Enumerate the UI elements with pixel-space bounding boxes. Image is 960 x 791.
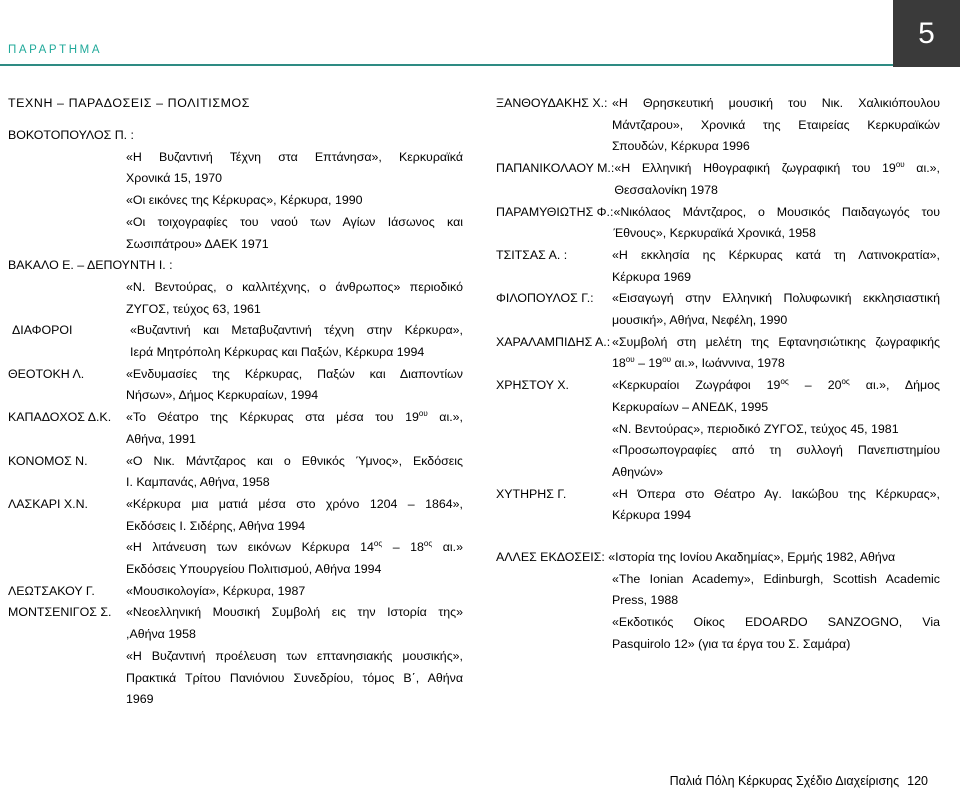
entry-line: «Η εκκλησία ης Κέρκυρας κατά τη Λατινοκρατία»,	[612, 247, 940, 262]
entry-line: «The Ionian Academy», Edinburgh, Scottish Academic	[612, 571, 940, 586]
entry-line: «Ν. Βεντούρας, ο καλλιτέχνης, ο άνθρωπος» περιοδικό	[126, 279, 463, 294]
bib-entry	[496, 569, 940, 656]
entry-line: Σπουδών, Κέρκυρα 1996	[612, 139, 750, 154]
entry-line: «Η Όπερα στο Θέατρο Αγ. Ιακώβου της Κέρκυρας»,	[612, 486, 940, 501]
entry-line: «Η Ελληνική Ηθογραφική ζωγραφική του $19^{o\upsilon}$ αι.»,	[614, 159, 940, 176]
entry-line: «Νικόλαος Μάντζαρος, ο Μουσικός Παιδαγωγός του	[613, 204, 940, 219]
entry-line: «Βυζαντινή και Μεταβυζαντινή τέχνη στην Κέρκυρα»,	[130, 323, 463, 338]
entry-author: ΒΑΚΑΛΟ Ε. – ΔΕΠΟΥΝΤΗ Ι. :	[8, 258, 173, 273]
right-column	[496, 93, 940, 656]
entry-line: «Οι εικόνες της Κέρκυρας», Κέρκυρα, 1990	[126, 193, 363, 208]
left-column	[8, 93, 463, 711]
entry-line: Εκδόσεις Ι. Σιδέρης, Αθήνα 1994	[126, 518, 306, 533]
entry-author: ΠΑΠΑΝΙΚΟΛΑΟΥ Μ.:	[496, 161, 615, 176]
entry-author: ΠΑΡΑΜΥΘΙΩΤΗΣ Φ.:	[496, 204, 614, 219]
bib-entry	[496, 484, 940, 527]
bib-entry	[496, 93, 940, 158]
entry-line: «Η Βυζαντινή Τέχνη στα Επτάνησα», Κερκυραϊκά	[126, 149, 463, 164]
entry-line: «Μουσικολογία», Κέρκυρα, 1987	[126, 583, 306, 598]
entry-line: Μάντζαρου», Χρονικά της Εταιρείας Κερκυραϊκών	[612, 117, 940, 132]
entry-line: Πρακτικά Τρίτου Πανιόνιου Συνεδρίου, τόμος Β΄, Αθήνα	[126, 670, 463, 685]
entry-line: Ι. Καμπανάς, Αθήνα, 1958	[126, 475, 270, 490]
entry-author: ΧΑΡΑΛΑΜΠΙΔΗΣ Α.:	[496, 334, 611, 349]
entry-author: ΧΡΗΣΤΟΥ Χ.	[496, 378, 569, 393]
entry-line: «Ο Νικ. Μάντζαρος και ο Εθνικός Ύμνος», Εκδόσεις	[126, 453, 463, 468]
entry-line: Χρονικά 15, 1970	[126, 171, 223, 186]
entry-author: ΛΕΩΤΣΑΚΟΥ Γ.	[8, 583, 95, 598]
bib-entry	[8, 494, 463, 581]
entry-author: ΤΣΙΤΣΑΣ Α. :	[496, 247, 568, 262]
entry-line: «Συμβολή στη μελέτη της Εφτανησιώτικης ζωγραφικής	[612, 334, 940, 349]
entry-line: «Προσωπογραφίες από τη συλλογή Πανεπιστημίου	[612, 443, 940, 458]
entry-line: Έθνους», Κερκυραϊκά Χρονικά, 1958	[613, 226, 816, 241]
bib-entry	[8, 581, 463, 603]
entry-line: Κέρκυρα 1969	[612, 269, 692, 284]
entry-line: «Το Θέατρο της Κέρκυρας στα μέσα του $19^{o\upsilon}$ αι.»,	[126, 409, 463, 425]
entry-author: ΒΟΚΟΤΟΠΟΥΛΟΣ Π. :	[8, 128, 134, 142]
entry-line: Ιερά Μητρόπολη Κέρκυρας και Παξών, Κέρκυρα 1994	[130, 345, 425, 360]
entry-line: «Η Θρησκευτική μουσική του Νικ. Χαλικιόπουλου	[612, 96, 940, 110]
entry-line: Pasquirolo 12» (για τα έργα του Σ. Σαμάρα)	[612, 636, 851, 651]
bib-entry	[8, 147, 463, 256]
entry-line: «Η λιτάνευση των εικόνων Κέρκυρα $14^{o\varsigma} - 18^{o\varsigma}$ αι.»	[126, 539, 463, 555]
bib-entry	[8, 407, 463, 450]
bib-entry	[496, 158, 940, 201]
section-label: ΠΑΡΑΡΤΗΜΑ	[8, 44, 103, 56]
bib-entry	[496, 375, 940, 484]
entry-line: «Νεοελληνική Μουσική Συμβολή εις την Ιστορία της»	[126, 605, 463, 620]
entry-line: Εκδόσεις Υπουργείου Πολιτισμού, Αθήνα 1994	[126, 562, 382, 577]
entry-author: ΜΟΝΤΣΕΝΙΓΟΣ Σ.	[8, 605, 112, 620]
page-number-box: 5	[893, 0, 960, 67]
section-heading: ΤΕΧΝΗ – ΠΑΡΑΔΟΣΕΙΣ – ΠΟΛΙΤΙΣΜΟΣ	[8, 96, 251, 110]
footer-title: Παλιά Πόλη Κέρκυρας Σχέδιο Διαχείρισης	[669, 774, 900, 788]
entry-line: ,Αθήνα 1958	[126, 627, 196, 642]
bib-entry	[496, 288, 940, 331]
bib-entry	[8, 277, 463, 320]
entry-line: «Ν. Βεντούρας», περιοδικό ΖΥΓΟΣ, τεύχος 45, 1981	[612, 421, 899, 436]
entry-line: «Κέρκυρα μια ματιά μέσα στο χρόνο 1204 – 1864»,	[126, 496, 463, 511]
footer-page-number: 120	[907, 774, 928, 788]
entry-line: «Κερκυραίοι Ζωγράφοι $19^{o\varsigma} - 20^{o\varsigma}$ αι.», Δήμος	[612, 377, 941, 393]
bib-entry	[8, 320, 463, 363]
entry-line: «Εισαγωγή στην Ελληνική Πολυφωνική εκκλησιαστική	[612, 291, 940, 306]
entry-line: ΖΥΓΟΣ, τεύχος 63, 1961	[126, 301, 261, 316]
entry-author: ΑΛΛΕΣ ΕΚΔΟΣΕΙΣ: «Ιστορία της Ιονίου Ακαδημίας», Ερμής 1982, Αθήνα	[496, 550, 896, 565]
entry-line: «Ενδυμασίες της Κέρκυρας, Παξών και Διαποντίων	[126, 366, 463, 381]
entry-line: 1969	[126, 692, 154, 707]
entry-author: ΞΑΝΘΟΥΔΑΚΗΣ Χ.:	[496, 96, 608, 110]
entry-line: Κέρκυρα 1994	[612, 508, 692, 523]
entry-author: ΚΟΝΟΜΟΣ Ν.	[8, 453, 88, 468]
bib-entry	[8, 602, 463, 711]
entry-line: Σωσιπάτρου» ΔΑΕΚ 1971	[126, 236, 269, 251]
bib-entry	[496, 245, 940, 288]
entry-line: «Η Βυζαντινή προέλευση των επτανησιακής μουσικής»,	[126, 648, 463, 663]
entry-author: ΧΥΤΗΡΗΣ Γ.	[496, 486, 567, 501]
entry-line: μουσική», Αθήνα, Νεφέλη, 1990	[612, 313, 788, 328]
entry-author: ΦΙΛΟΠΟΥΛΟΣ Γ.:	[496, 291, 594, 306]
entry-author: ΘΕΟΤΟΚΗ Λ.	[8, 366, 85, 381]
entry-line: Θεσσαλονίκη 1978	[614, 182, 718, 197]
entry-line: Αθηνών»	[612, 464, 664, 479]
entry-line: Νήσων», Δήμος Κερκυραίων, 1994	[126, 388, 319, 403]
entry-line: Κερκυραίων – ΑΝΕΔΚ, 1995	[612, 399, 769, 414]
entry-line: $18^{o\upsilon} - 19^{o\upsilon}$ αι.», Ιωάννινα, 1978	[612, 355, 785, 371]
bib-entry	[8, 364, 463, 407]
entry-line: Αθήνα, 1991	[126, 431, 196, 446]
bib-entry	[496, 202, 940, 245]
entry-line: «Εκδοτικός Οίκος EDOARDO SANZOGNO, Via	[612, 615, 940, 630]
header-rule	[0, 64, 893, 66]
bib-entry	[8, 451, 463, 494]
entry-line: «Οι τοιχογραφίες του ναού των Αγίων Ιάσωνος και	[126, 214, 463, 229]
entry-author: ΚΑΠΑΔΟΧΟΣ Δ.Κ.	[8, 410, 112, 425]
entry-author: ΔΙΑΦΟΡΟΙ	[12, 323, 73, 338]
bib-entry	[496, 332, 940, 375]
page-footer	[670, 774, 928, 788]
entry-author: ΛΑΣΚΑΡΙ Χ.Ν.	[8, 496, 88, 511]
entry-line: Press, 1988	[612, 593, 679, 608]
